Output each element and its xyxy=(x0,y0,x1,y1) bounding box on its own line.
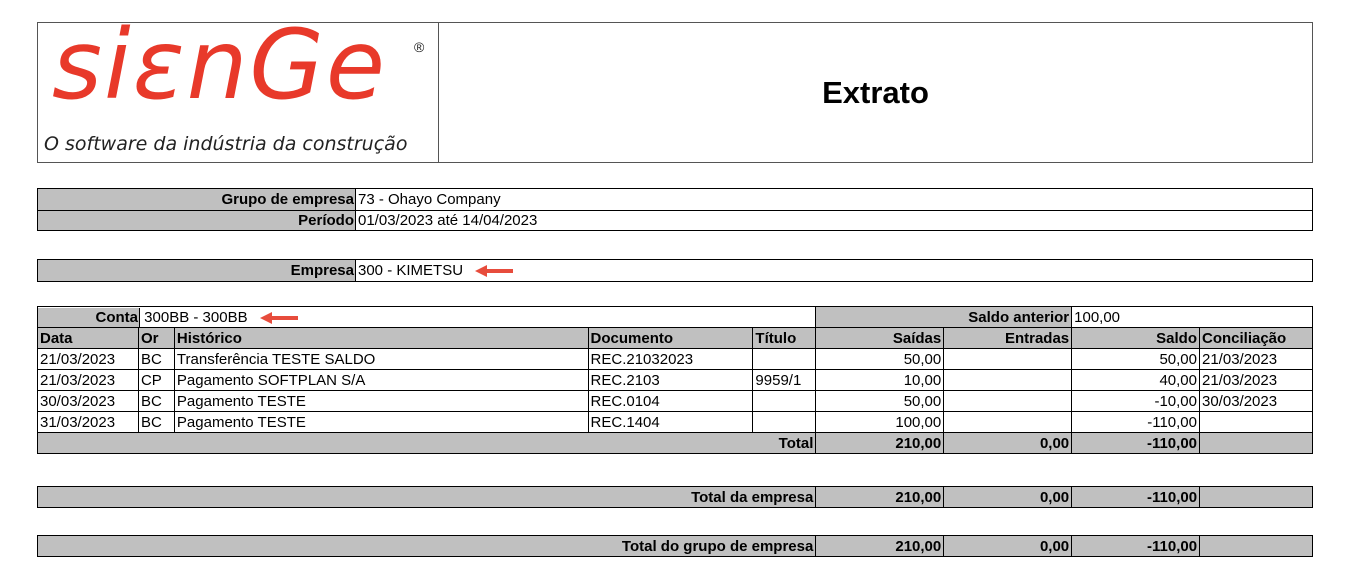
empresa-value: 300 - KIMETSU xyxy=(358,262,464,279)
total-grupo-saldo: -110,00 xyxy=(1072,536,1200,557)
periodo-row xyxy=(38,210,1312,230)
cell-saldo: -110,00 xyxy=(1072,412,1200,433)
saldo-anterior-label: Saldo anterior xyxy=(816,307,1072,328)
filter-info xyxy=(37,188,1313,231)
table-row xyxy=(38,349,1313,370)
arrow-left-icon xyxy=(260,312,298,324)
col-documento: Documento xyxy=(588,328,753,349)
cell-historico: Pagamento TESTE xyxy=(174,391,588,412)
total-empresa-table xyxy=(37,486,1313,508)
total-grupo-entradas: 0,00 xyxy=(944,536,1072,557)
cell-documento: REC.2103 xyxy=(588,370,753,391)
cell-or: BC xyxy=(138,349,174,370)
col-or: Or xyxy=(138,328,174,349)
registered-mark: ® xyxy=(414,39,425,55)
cell-saldo: 50,00 xyxy=(1072,349,1200,370)
total-saldo: -110,00 xyxy=(1072,433,1200,454)
cell-conciliacao: 21/03/2023 xyxy=(1200,349,1313,370)
total-grupo-label: Total do grupo de empresa xyxy=(38,536,816,557)
grupo-row xyxy=(38,189,1312,210)
cell-titulo xyxy=(753,391,816,412)
conta-value: 300BB - 300BB xyxy=(144,308,248,326)
cell-titulo xyxy=(753,412,816,433)
periodo-label: Período xyxy=(38,211,356,230)
cell-saidas: 50,00 xyxy=(816,391,944,412)
cell-data: 31/03/2023 xyxy=(38,412,139,433)
total-row xyxy=(38,433,1313,454)
cell-data: 21/03/2023 xyxy=(38,370,139,391)
total-grupo-saidas: 210,00 xyxy=(816,536,944,557)
logo-tagline: O software da indústria da construção xyxy=(44,133,408,155)
cell-or: BC xyxy=(138,412,174,433)
cell-or: BC xyxy=(138,391,174,412)
conta-row xyxy=(38,307,1313,328)
periodo-value: 01/03/2023 até 14/04/2023 xyxy=(358,212,538,229)
col-historico: Histórico xyxy=(174,328,588,349)
grupo-label: Grupo de empresa xyxy=(38,189,356,210)
total-saidas: 210,00 xyxy=(816,433,944,454)
sienge-logo xyxy=(38,9,439,162)
empresa-row xyxy=(38,260,1312,281)
cell-or: CP xyxy=(138,370,174,391)
col-saldo: Saldo xyxy=(1072,328,1200,349)
cell-saidas: 50,00 xyxy=(816,349,944,370)
arrow-left-icon xyxy=(475,265,513,277)
table-row xyxy=(38,391,1313,412)
cell-titulo: 9959/1 xyxy=(753,370,816,391)
cell-documento: REC.21032023 xyxy=(588,349,753,370)
cell-entradas xyxy=(944,370,1072,391)
extrato-table xyxy=(37,306,1313,454)
cell-historico: Pagamento TESTE xyxy=(174,412,588,433)
cell-documento: REC.0104 xyxy=(588,391,753,412)
total-label: Total xyxy=(38,433,816,454)
total-empresa-row xyxy=(38,487,1313,508)
total-empresa-label: Total da empresa xyxy=(38,487,816,508)
cell-data: 30/03/2023 xyxy=(38,391,139,412)
report-header xyxy=(37,9,1313,163)
col-conciliacao: Conciliação xyxy=(1200,328,1313,349)
total-empresa-saidas: 210,00 xyxy=(816,487,944,508)
cell-historico: Pagamento SOFTPLAN S/A xyxy=(174,370,588,391)
total-grupo-table xyxy=(37,535,1313,557)
total-empresa-entradas: 0,00 xyxy=(944,487,1072,508)
cell-entradas xyxy=(944,412,1072,433)
total-grupo-row xyxy=(38,536,1313,557)
cell-saldo: -10,00 xyxy=(1072,391,1200,412)
cell-conciliacao: 30/03/2023 xyxy=(1200,391,1313,412)
cell-historico: Transferência TESTE SALDO xyxy=(174,349,588,370)
page-title: Extrato xyxy=(822,74,929,110)
col-entradas: Entradas xyxy=(944,328,1072,349)
cell-entradas xyxy=(944,349,1072,370)
grupo-value: 73 - Ohayo Company xyxy=(358,191,501,208)
total-empresa-saldo: -110,00 xyxy=(1072,487,1200,508)
cell-conciliacao xyxy=(1200,412,1313,433)
cell-saidas: 10,00 xyxy=(816,370,944,391)
cell-saldo: 40,00 xyxy=(1072,370,1200,391)
total-entradas: 0,00 xyxy=(944,433,1072,454)
column-headers xyxy=(38,328,1313,349)
table-row xyxy=(38,370,1313,391)
cell-titulo xyxy=(753,349,816,370)
logo-wordmark: siεnGe xyxy=(52,9,387,121)
col-titulo: Título xyxy=(753,328,816,349)
empresa-info xyxy=(37,259,1313,282)
col-saidas: Saídas xyxy=(816,328,944,349)
cell-saidas: 100,00 xyxy=(816,412,944,433)
saldo-anterior-value: 100,00 xyxy=(1072,307,1313,328)
title-cell xyxy=(439,23,1312,162)
cell-entradas xyxy=(944,391,1072,412)
cell-documento: REC.1404 xyxy=(588,412,753,433)
table-row xyxy=(38,412,1313,433)
cell-conciliacao: 21/03/2023 xyxy=(1200,370,1313,391)
cell-data: 21/03/2023 xyxy=(38,349,139,370)
col-data: Data xyxy=(38,328,139,349)
empresa-label: Empresa xyxy=(38,260,356,281)
conta-label: Conta xyxy=(38,308,140,327)
